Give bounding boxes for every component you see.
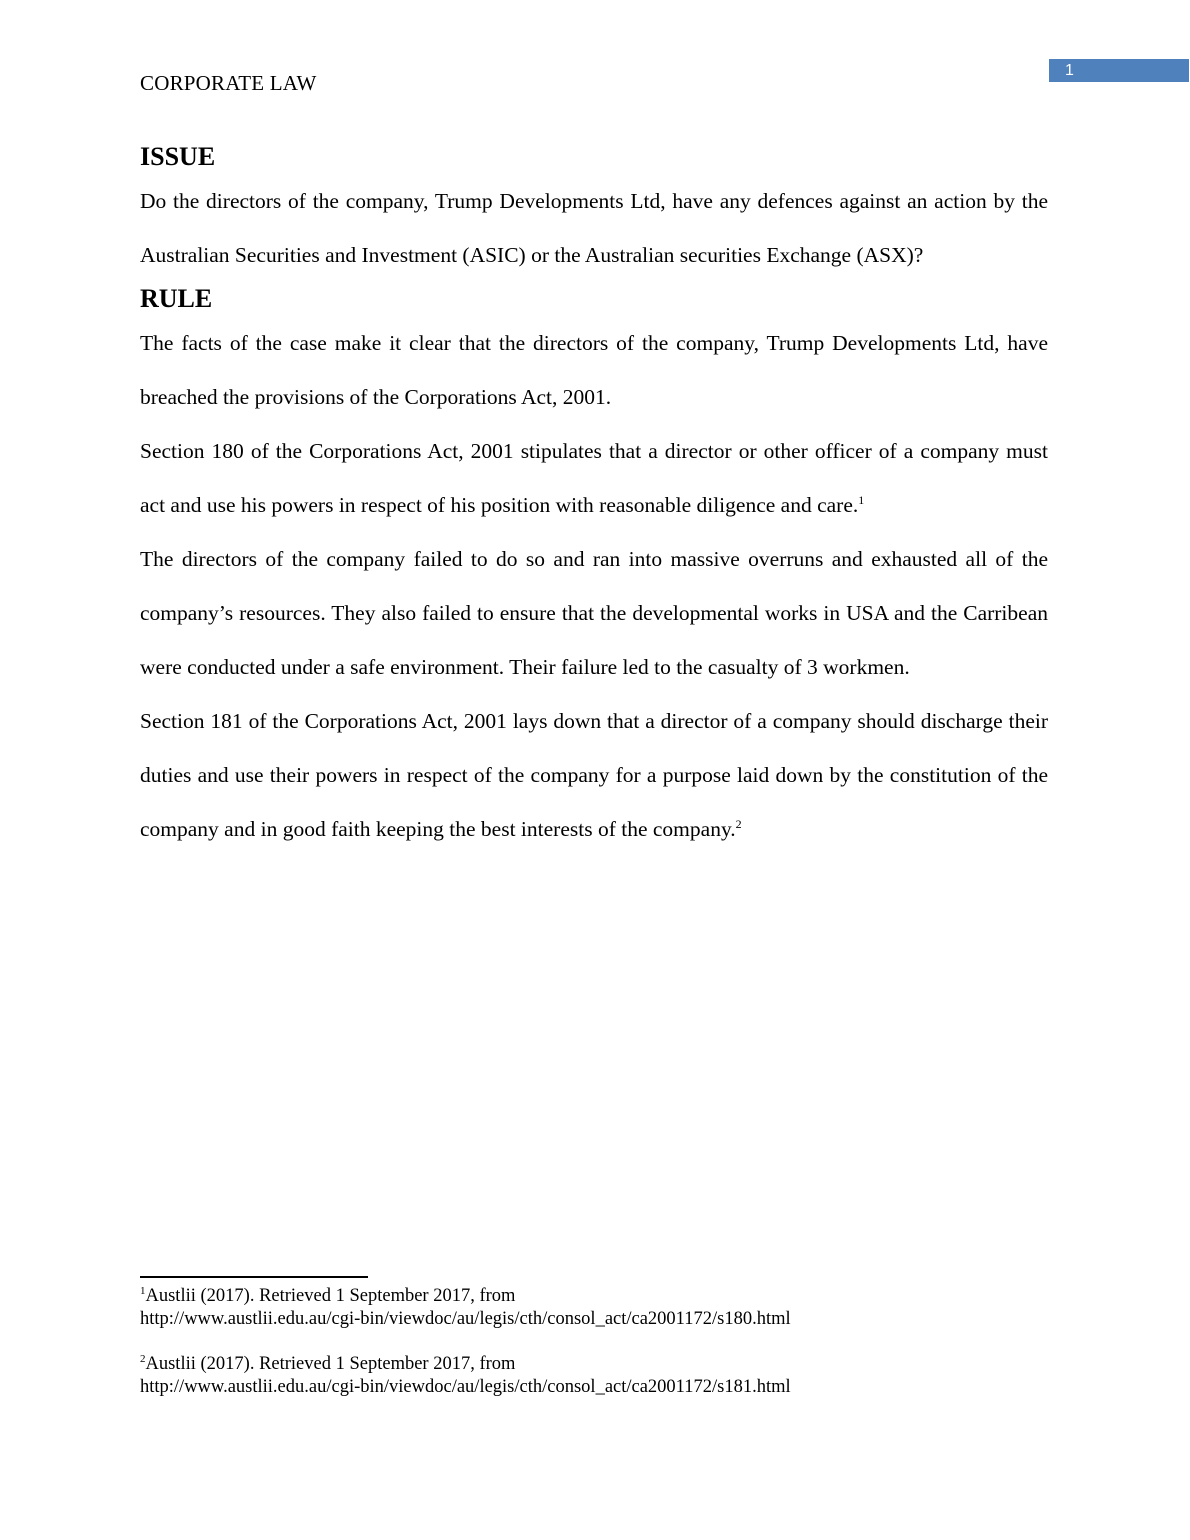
footnote-text-2: Austlii (2017). Retrieved 1 September 2017, from: [145, 1354, 516, 1374]
rule-paragraph-1: [140, 316, 1048, 424]
page-number: 1: [1065, 62, 1074, 79]
rule-paragraph-3-text: The directors of the company failed to do so and ran into massive overruns and exhausted all of the company’s resources. They also failed to ensure that the developmental works in USA and the Carribean were conducted under a safe environment. Their failure led to the casualty of 3 workmen.: [140, 547, 1048, 679]
footnote-number-1: 1: [140, 1285, 146, 1297]
rule-paragraph-4-text: Section 181 of the Corporations Act, 2001 lays down that a director of a company should discharge their duties and use their powers in respect of the company for a purpose laid down by the constitution of the company and in good faith keeping the best interests of the company.: [140, 709, 1048, 841]
rule-heading: RULE: [140, 284, 213, 313]
rule-paragraph-4: [140, 694, 1048, 856]
rule-paragraph-2-text: Section 180 of the Corporations Act, 2001 stipulates that a director or other officer of a company must act and use his powers in respect of his position with reasonable diligence and care.: [140, 439, 1048, 517]
page-number-badge: [1049, 59, 1189, 82]
issue-paragraph: Do the directors of the company, Trump Developments Ltd, have any defences against an action by the Australian Securities and Investment (ASIC) or the Australian securities Exchange (ASX)?: [140, 189, 1048, 267]
footnote-url-1[interactable]: http://www.austlii.edu.au/cgi-bin/viewdoc/au/legis/cth/consol_act/ca2001172/s180.html: [140, 1309, 791, 1329]
footnote-2: [140, 1353, 1100, 1399]
footnote-separator: [140, 1276, 368, 1278]
footnote-1: [140, 1285, 1100, 1331]
running-header-title: CORPORATE LAW: [140, 71, 317, 95]
rule-paragraph-3: [140, 532, 1048, 694]
issue-heading: ISSUE: [140, 142, 216, 171]
footnote-reference-1[interactable]: 1: [858, 493, 865, 507]
rule-paragraph-2: [140, 424, 1048, 532]
footnote-text-1: Austlii (2017). Retrieved 1 September 2017, from: [145, 1286, 516, 1306]
footnote-url-2[interactable]: http://www.austlii.edu.au/cgi-bin/viewdoc/au/legis/cth/consol_act/ca2001172/s181.html: [140, 1377, 791, 1397]
document-body: [140, 140, 1048, 856]
rule-paragraph-1-text: The facts of the case make it clear that the directors of the company, Trump Developments Ltd, have breached the provisions of the Corporations Act, 2001.: [140, 331, 1048, 409]
footnotes: [140, 1285, 1100, 1399]
footnote-reference-2[interactable]: 2: [735, 817, 742, 831]
footnote-number-2: 2: [140, 1353, 146, 1365]
